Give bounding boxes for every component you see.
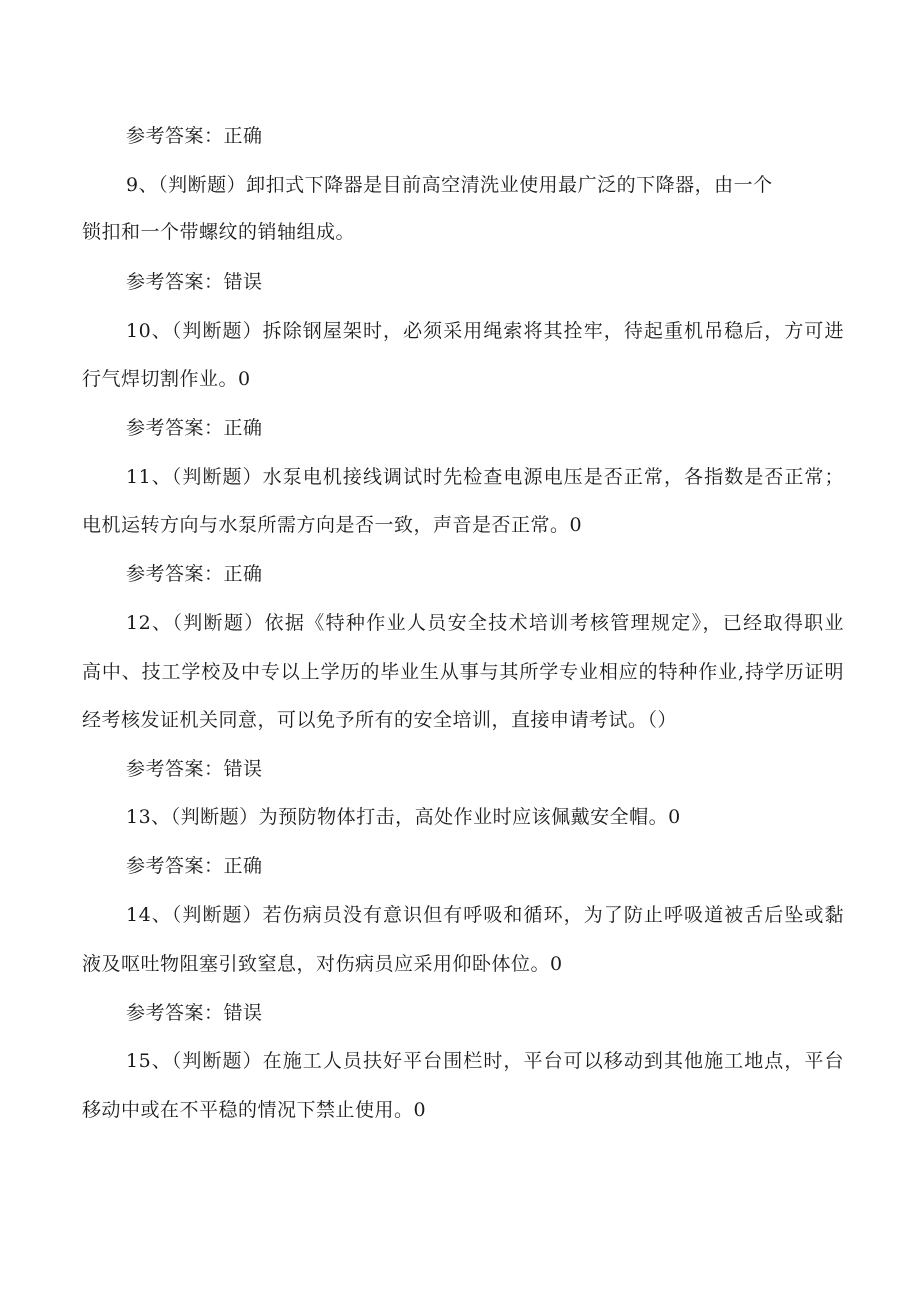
question-11-line-2: 电机运转方向与水泵所需方向是否一致，声音是否正常。0	[82, 514, 583, 536]
answer-line: 参考答案：错误	[126, 758, 263, 780]
question-10-line-2: 行气焊切割作业。0	[82, 368, 251, 390]
question-13-line-1: 13、（判断题）为预防物体打击，高处作业时应该佩戴安全帽。0	[126, 806, 681, 828]
question-9-line-1: 9、（判断题）卸扣式下降器是目前高空清洗业使用最广泛的下降器，由一个	[126, 174, 773, 196]
question-9-line-2: 锁扣和一个带螺纹的销轴组成。	[82, 221, 356, 243]
question-15-line-1: 15、（判断题）在施工人员扶好平台围栏时，平台可以移动到其他施工地点，平台	[126, 1050, 844, 1072]
question-15-line-2: 移动中或在不平稳的情况下禁止使用。0	[82, 1099, 427, 1121]
question-12-line-2: 高中、技工学校及中专以上学历的毕业生从事与其所学专业相应的特种作业,持学历证明	[82, 661, 844, 683]
answer-line: 参考答案：错误	[126, 271, 263, 293]
question-14-line-1: 14、（判断题）若伤病员没有意识但有呼吸和循环，为了防止呼吸道被舌后坠或黏	[126, 904, 844, 926]
question-14-line-2: 液及呕吐物阻塞引致窒息，对伤病员应采用仰卧体位。0	[82, 953, 563, 975]
question-11-line-1: 11、（判断题）水泵电机接线调试时先检查电源电压是否正常，各指数是否正常；	[126, 466, 844, 488]
answer-line: 参考答案：正确	[126, 125, 263, 147]
answer-line: 参考答案：正确	[126, 417, 263, 439]
answer-line: 参考答案：错误	[126, 1002, 263, 1024]
answer-line: 参考答案：正确	[126, 563, 263, 585]
answer-line: 参考答案：正确	[126, 855, 263, 877]
question-12-line-1: 12、（判断题）依据《特种作业人员安全技术培训考核管理规定》，已经取得职业	[126, 612, 844, 634]
question-12-line-3: 经考核发证机关同意，可以免予所有的安全培训，直接申请考试。（）	[82, 709, 678, 731]
question-10-line-1: 10、（判断题）拆除钢屋架时，必须采用绳索将其拴牢，待起重机吊稳后，方可进	[126, 320, 844, 342]
